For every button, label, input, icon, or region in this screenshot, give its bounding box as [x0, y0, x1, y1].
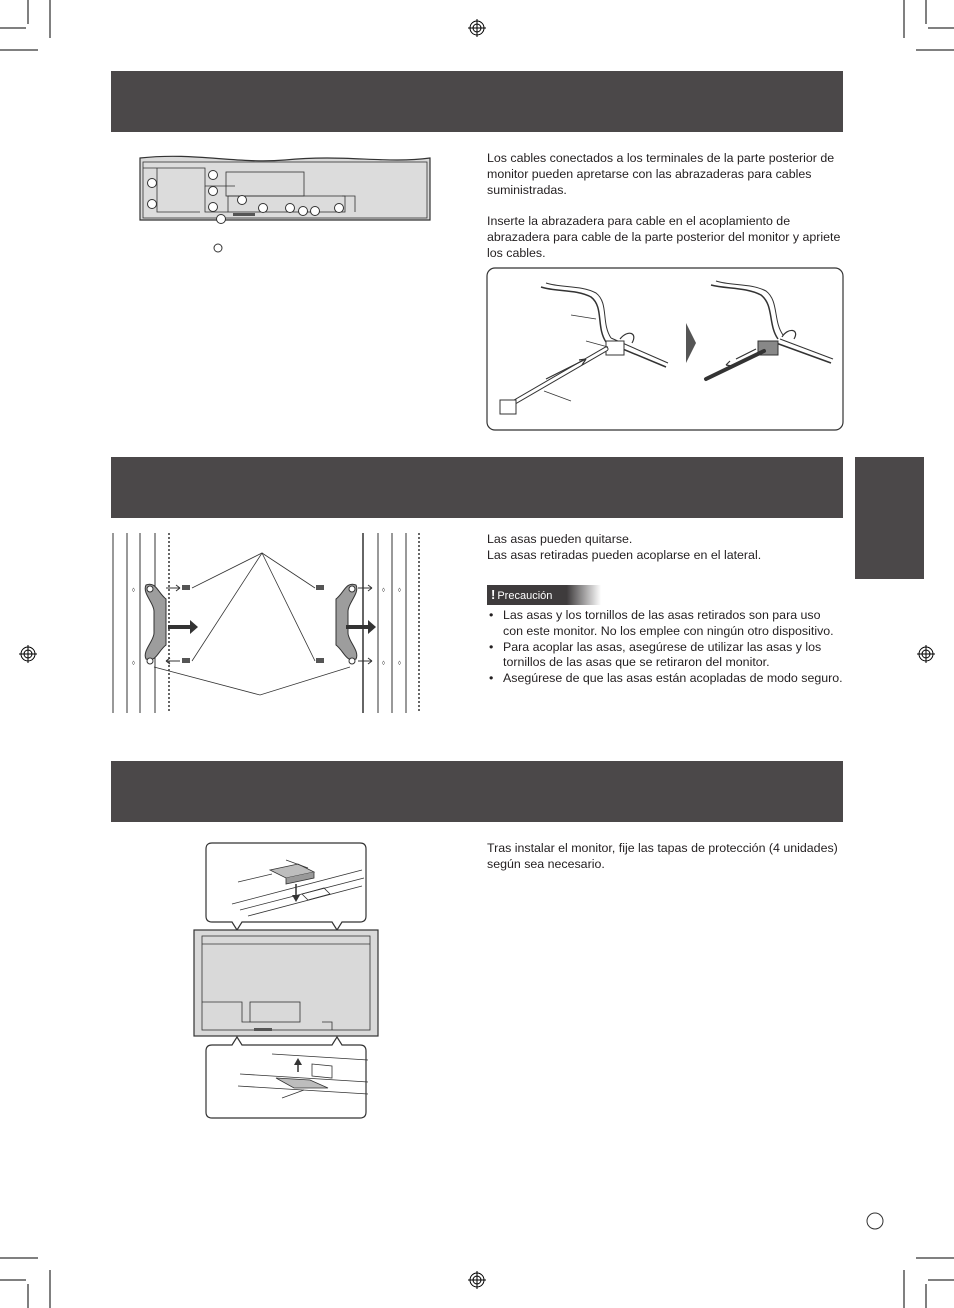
- svg-text:◊: ◊: [132, 661, 135, 667]
- section-3-header-band: [111, 761, 843, 822]
- handles-figure: [110, 533, 425, 717]
- svg-text:◊: ◊: [382, 661, 385, 667]
- page-number-marker: [866, 1212, 884, 1230]
- paragraph: Los cables conectados a los terminales de la parte posterior de monitor pueden apretarse con las abrazaderas para cables suministradas.: [487, 151, 835, 197]
- handles-text: [487, 532, 847, 564]
- svg-text:◊: ◊: [382, 588, 385, 594]
- svg-text:◊: ◊: [132, 588, 135, 594]
- paragraph: Las asas retiradas pueden acoplarse en el lateral.: [487, 547, 762, 562]
- section-2-header-band: [111, 457, 843, 518]
- cable-clamp-illustration: [486, 267, 844, 431]
- caution-label: Precaución: [497, 590, 553, 602]
- list-item: • Para acoplar las asas, asegúrese de utilizar las asas y los tornillos de las asas que se retiraron del monitor.: [487, 640, 843, 672]
- registration-mark-icon: [19, 645, 37, 663]
- svg-text:◊: ◊: [398, 661, 401, 667]
- svg-text:◊: ◊: [398, 588, 401, 594]
- paragraph: Las asas pueden quitarse.: [487, 532, 633, 546]
- caution-tag: [487, 585, 601, 605]
- language-side-tab: [855, 457, 924, 579]
- caution-exclamation-icon: !: [491, 587, 496, 602]
- paragraph: Inserte la abrazadera para cable en el acoplamiento de abrazadera para cable de la parte posterior del monitor y apriete los cables.: [487, 214, 841, 260]
- registration-mark-icon: [468, 1271, 486, 1289]
- cable-clamp-text: [487, 151, 847, 262]
- section-1-header-band: [111, 71, 843, 132]
- list-item: • Las asas y los tornillos de las asas retirados son para uso con este monitor. No los emplee con ningún otro dispositivo.: [487, 608, 843, 640]
- caution-list: [487, 608, 843, 687]
- list-item: • Asegúrese de que las asas están acopladas de modo seguro.: [487, 671, 843, 687]
- registration-mark-icon: [917, 645, 935, 663]
- rear-terminals-figure: [135, 150, 435, 260]
- protective-caps-text: [487, 841, 847, 873]
- paragraph: Tras instalar el monitor, fije las tapas de protección (4 unidades) según sea necesario.: [487, 841, 838, 871]
- registration-mark-icon: [468, 19, 486, 37]
- protective-caps-figure: [192, 842, 380, 1122]
